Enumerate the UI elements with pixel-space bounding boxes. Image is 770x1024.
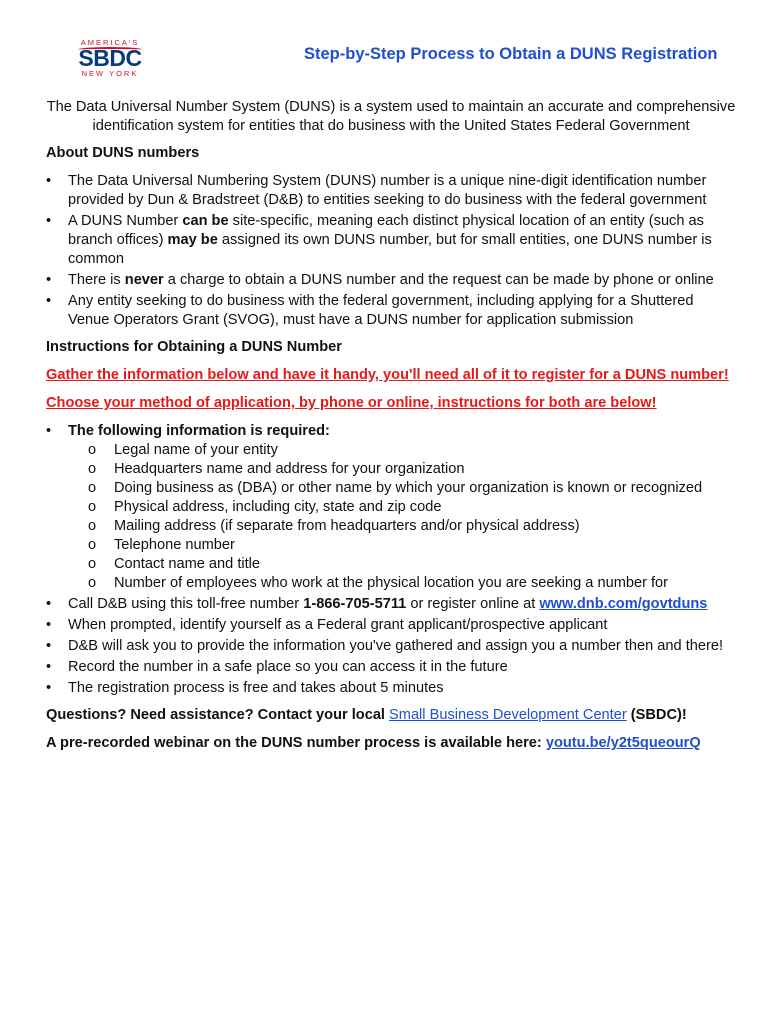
- list-item: [68, 536, 736, 555]
- emphasis: can be: [182, 213, 229, 229]
- sbdc-logo: [72, 38, 148, 80]
- list-item: [46, 172, 736, 210]
- list-item: [46, 679, 736, 698]
- item-text: Telephone number: [114, 537, 235, 553]
- item-text: assigned its own DUNS number, but for small entities, one DUNS number is common: [68, 232, 712, 267]
- bullet-icon: •: [46, 272, 52, 288]
- instructions-heading: Instructions for Obtaining a DUNS Number: [46, 339, 342, 355]
- bullet-icon: •: [46, 680, 52, 696]
- emphasis: never: [124, 272, 164, 288]
- logo-swoosh: [78, 47, 142, 52]
- bullet-icon: •: [46, 213, 52, 229]
- list-item: [46, 422, 736, 593]
- instructions-list: [46, 422, 736, 698]
- item-text: Mailing address (if separate from headquarters and/or physical address): [114, 518, 580, 534]
- item-text: Doing business as (DBA) or other name by which your organization is known or recognized: [114, 480, 703, 496]
- required-info-list: [68, 441, 736, 593]
- item-text: Number of employees who work at the physical location you are seeking a number for: [114, 575, 669, 591]
- dnb-link[interactable]: www.dnb.com/govtduns: [539, 596, 708, 612]
- about-list: [46, 172, 736, 330]
- item-text: a charge to obtain a DUNS number and the request can be made by phone or online: [163, 272, 714, 288]
- sbdc-link[interactable]: Small Business Development Center: [389, 707, 627, 723]
- method-notice: Choose your method of application, by phone or online, instructions for both are below!: [46, 395, 657, 411]
- gather-notice: Gather the information below and have it handy, you'll need all of it to register for a DUNS number!: [46, 367, 729, 383]
- list-item: [68, 517, 736, 536]
- bullet-icon: •: [46, 659, 52, 675]
- item-text: site-specific, meaning each distinct physical location of an entity (such as branch offices): [68, 213, 704, 248]
- list-item: [46, 595, 736, 614]
- item-text: Contact name and title: [114, 556, 261, 572]
- sub-bullet-icon: o: [88, 442, 97, 458]
- logo-main-text: SBDC: [78, 45, 142, 71]
- list-item: [68, 555, 736, 574]
- list-item: [46, 271, 736, 290]
- sub-bullet-icon: o: [88, 518, 97, 534]
- list-item: [46, 616, 736, 635]
- bullet-icon: •: [46, 423, 52, 439]
- intro-paragraph: The Data Universal Number System (DUNS) is a system used to maintain an accurate and comprehensive identification system for entities that do business with the United States Federal Government: [46, 99, 736, 134]
- item-text: Legal name of your entity: [114, 442, 278, 458]
- bullet-icon: •: [46, 638, 52, 654]
- item-text: D&B will ask you to provide the information you've gathered and assign you a number then and there!: [68, 638, 724, 654]
- item-text: The registration process is free and takes about 5 minutes: [68, 680, 444, 696]
- webinar-text: A pre-recorded webinar on the DUNS number process is available here:: [46, 735, 546, 751]
- item-text: The Data Universal Numbering System (DUNS) number is a unique nine-digit identification number provided by Dun & Bradstreet (D&B) to entities seeking to do business with the federal government: [68, 173, 707, 208]
- page-title: Step-by-Step Process to Obtain a DUNS Registration: [304, 45, 718, 63]
- item-text: Physical address, including city, state and zip code: [114, 499, 442, 515]
- sub-bullet-icon: o: [88, 461, 97, 477]
- webinar-line: [46, 734, 736, 753]
- item-text: Call D&B using this toll-free number: [68, 596, 304, 612]
- item-text: Any entity seeking to do business with the federal government, including applying for a Shuttered Venue Operators Grant (SVOG), must have a DUNS number for application submission: [68, 293, 694, 328]
- list-item: [68, 441, 736, 460]
- questions-text: (SBDC)!: [626, 707, 687, 723]
- item-text: Headquarters name and address for your organization: [114, 461, 465, 477]
- bullet-icon: •: [46, 596, 52, 612]
- logo-top-text: AMERICA'S: [80, 38, 140, 47]
- questions-text: Questions? Need assistance? Contact your local: [46, 707, 390, 723]
- bullet-icon: •: [46, 173, 52, 189]
- list-item: [68, 574, 736, 593]
- sub-bullet-icon: o: [88, 537, 97, 553]
- list-item: [46, 292, 736, 330]
- list-item: [68, 498, 736, 517]
- about-heading: About DUNS numbers: [46, 145, 200, 161]
- bullet-icon: •: [46, 617, 52, 633]
- sub-bullet-icon: o: [88, 575, 97, 591]
- list-item: [46, 658, 736, 677]
- phone-number: 1-866-705-5711: [303, 596, 407, 612]
- list-item: [68, 460, 736, 479]
- sub-bullet-icon: o: [88, 480, 97, 496]
- list-item: [68, 479, 736, 498]
- sub-bullet-icon: o: [88, 499, 97, 515]
- list-item: [46, 637, 736, 656]
- item-text: When prompted, identify yourself as a Federal grant applicant/prospective applicant: [68, 617, 608, 633]
- item-text: A DUNS Number: [68, 213, 183, 229]
- item-text: There is: [68, 272, 125, 288]
- required-label: The following information is required:: [68, 423, 330, 439]
- emphasis: may be: [167, 232, 218, 248]
- list-item: [46, 212, 736, 269]
- webinar-link[interactable]: youtu.be/y2t5queourQ: [545, 735, 701, 751]
- logo-bottom-text: NEW YORK: [81, 69, 139, 78]
- item-text: or register online at: [406, 596, 540, 612]
- sub-bullet-icon: o: [88, 556, 97, 572]
- item-text: Record the number in a safe place so you can access it in the future: [68, 659, 508, 675]
- bullet-icon: •: [46, 293, 52, 309]
- questions-line: [46, 706, 736, 725]
- document-body: [46, 98, 736, 762]
